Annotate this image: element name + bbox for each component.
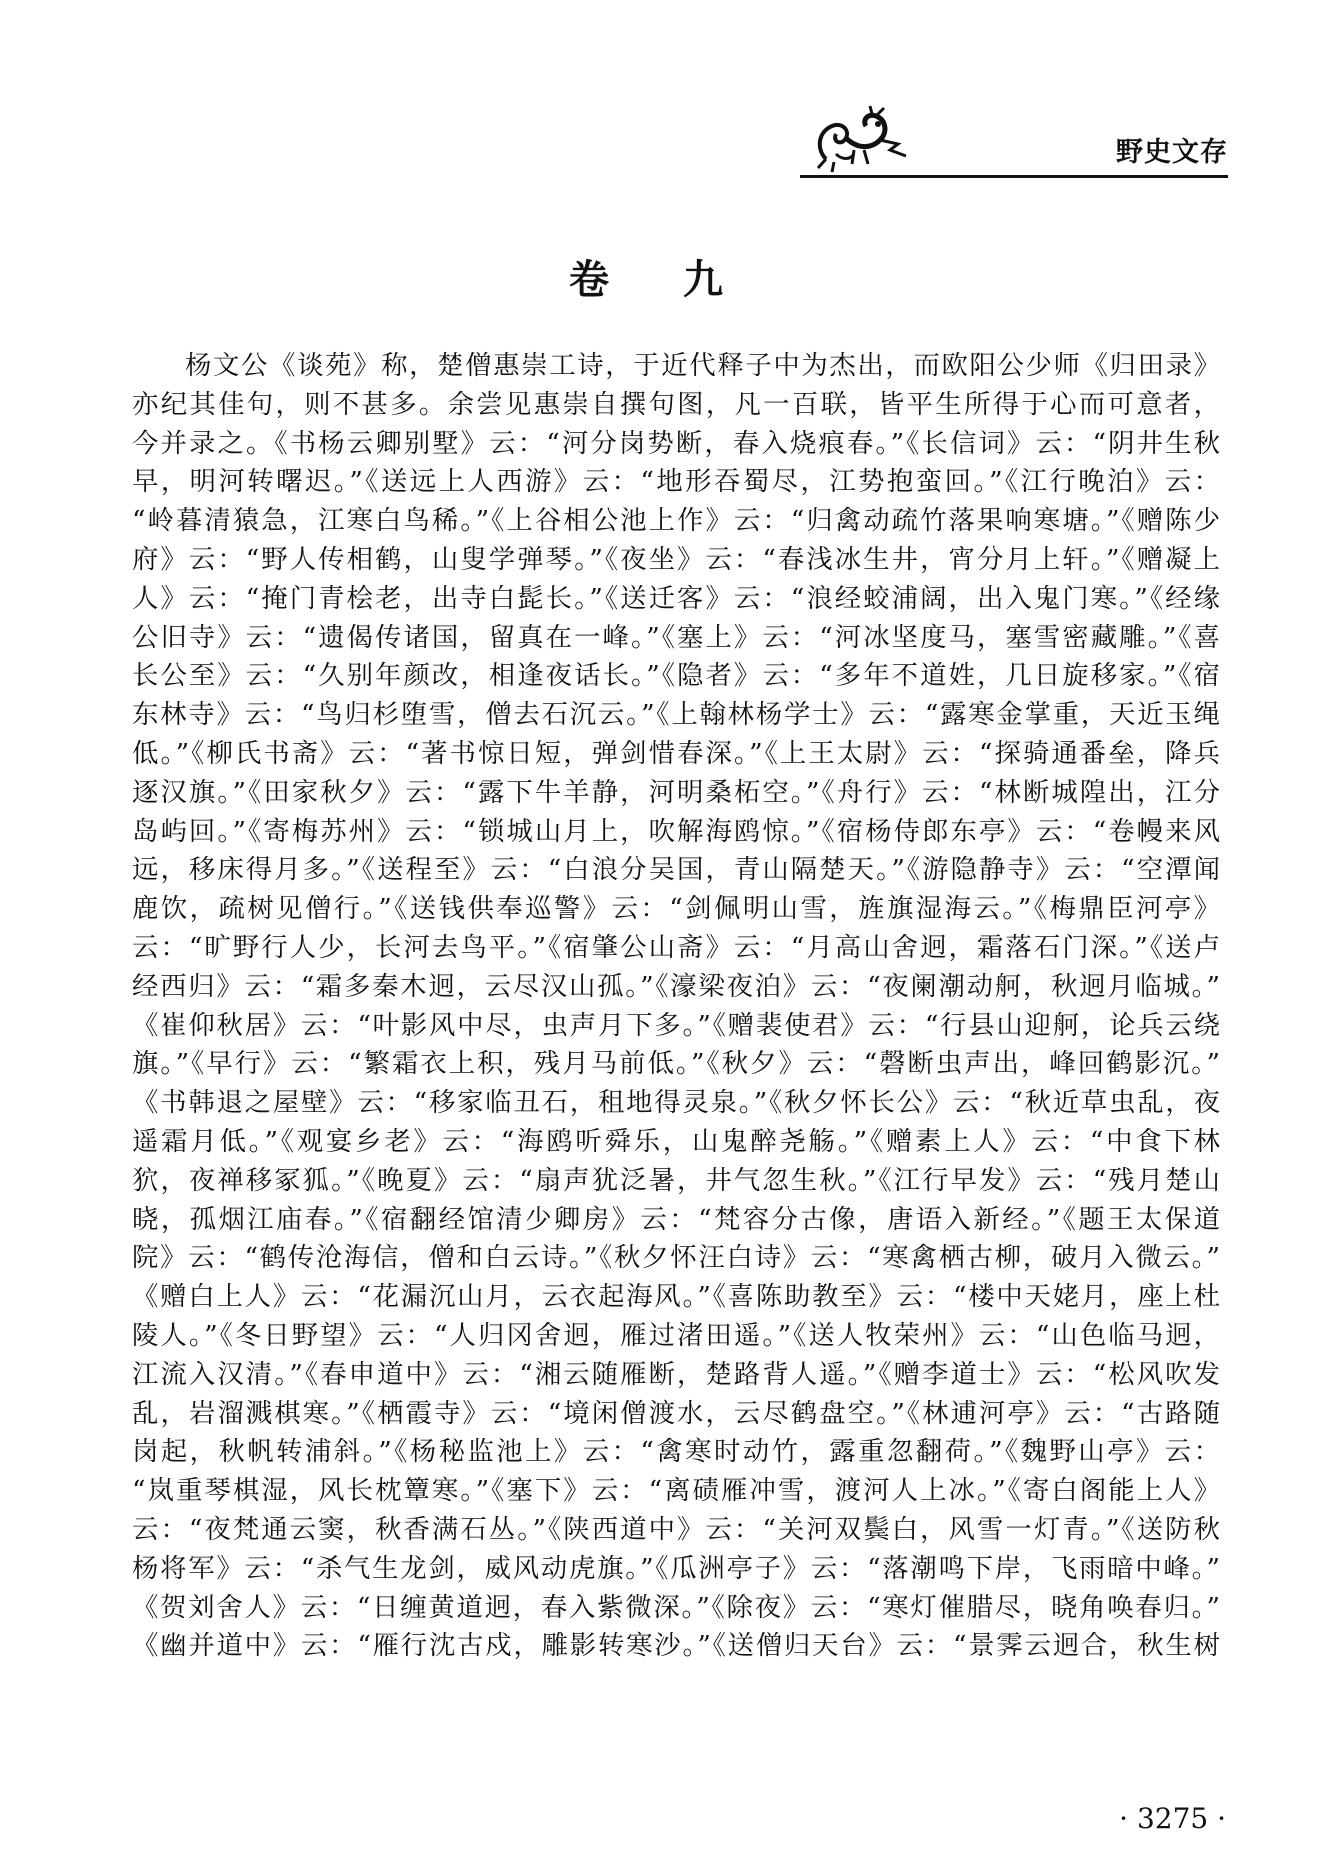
text-line: “岭暮清猿急，江寒白鸟稀。”《上谷相公池上作》云：“归禽动疏竹落果响寒塘。”《赠陈少 xyxy=(132,505,1220,537)
text-line: 早，明河转曙迟。”《送远上人西游》云：“地形吞蜀尽，江势抱蛮回。”《江行晚泊》云： xyxy=(132,466,1220,498)
text-line: 今并录之。《书杨云卿别墅》云：“河分岗势断，春入烧痕春。”《长信词》云：“阴井生秋 xyxy=(132,427,1220,459)
text-line: 遥霜月低。”《观宴乡老》云：“海鸥听舜乐，山鬼醉尧觞。”《赠素上人》云：“中食下林 xyxy=(132,1125,1220,1157)
text-line: 鹿饮，疏树见僧行。”《送钱供奉巡警》云：“剑佩明山雪，旌旗湿海云。”《梅鼎臣河亭》 xyxy=(132,893,1220,925)
page-number: · 3275 · xyxy=(1119,1802,1226,1835)
text-line: 亦纪其佳句，则不甚多。余尝见惠崇自撰句图，凡一百联，皆平生所得于心而可意者， xyxy=(132,388,1220,420)
text-line: 岛屿回。”《寄梅苏州》云：“锁城山月上，吹解海鸥惊。”《宿杨侍郎东亭》云：“卷幔来风 xyxy=(132,815,1220,847)
text-line: 《赠白上人》云：“花漏沉山月，云衣起海风。”《喜陈助教至》云：“楼中天姥月，座上杜 xyxy=(132,1281,1220,1313)
text-line: 逐汉旗。”《田家秋夕》云：“露下牛羊静，河明桑柘空。”《舟行》云：“林断城隍出，江分 xyxy=(132,776,1220,808)
running-header xyxy=(800,100,1228,178)
text-line: 杨文公《谈苑》称，楚僧惠崇工诗，于近代释子中为杰出，而欧阳公少师《归田录》 xyxy=(185,350,1220,381)
text-line: 府》云：“野人传相鹤，山叟学弹琴。”《夜坐》云：“春浅冰生井，宵分月上轩。”《赠凝上 xyxy=(132,543,1220,575)
text-line: 东林寺》云：“鸟归杉堕雪，僧去石沉云。”《上翰林杨学士》云：“露寒金掌重，天近玉绳 xyxy=(132,699,1220,731)
text-line: 低。”《柳氏书斋》云：“著书惊日短，弹剑惜春深。”《上王太尉》云：“探骑通番垒，降兵 xyxy=(132,737,1220,769)
text-line: 杨将军》云：“杀气生龙剑，威风动虎旗。”《瓜洲亭子》云：“落潮鸣下岸，飞雨暗中峰。” xyxy=(132,1552,1220,1584)
text-line: 旗。”《早行》云：“繁霜衣上积，残月马前低。”《秋夕》云：“磬断虫声出，峰回鹤影沉。” xyxy=(132,1048,1220,1080)
text-line: 江流入汉清。”《春申道中》云：“湘云随雁断，楚路背人遥。”《赠李道士》云：“松风吹发 xyxy=(132,1358,1220,1390)
text-line: 云：“夜梵通云窦，秋香满石丛。”《陕西道中》云：“关河双鬓白，风雪一灯青。”《送防秋 xyxy=(132,1513,1220,1545)
text-line: 晓，孤烟江庙春。”《宿翻经馆清少卿房》云：“梵容分古像，唐语入新经。”《题王太保道 xyxy=(132,1203,1220,1235)
header-rule xyxy=(800,175,1228,178)
text-line: 《幽并道中》云：“雁行沈古戍，雕影转寒沙。”《送僧归天台》云：“景霁云迥合，秋生树 xyxy=(132,1630,1220,1662)
text-line: 《贺刘舍人》云：“日缠黄道迥，春入紫微深。”《除夜》云：“寒灯催腊尽，晓角唤春归。” xyxy=(132,1591,1220,1623)
text-line: 经西归》云：“霜多秦木迥，云尽汉山孤。”《濠梁夜泊》云：“夜阑潮动舸，秋迥月临城。” xyxy=(132,970,1220,1002)
text-line: 远，移床得月多。”《送程至》云：“白浪分吴国，青山隔楚天。”《游隐静寺》云：“空潭闻 xyxy=(132,854,1220,886)
text-line: 人》云：“掩门青桧老，出寺白髭长。”《送迁客》云：“浪经蛟浦阔，出入鬼门寒。”《经缘 xyxy=(132,582,1220,614)
text-line: 长公至》云：“久别年颜改，相逢夜话长。”《隐者》云：“多年不道姓，几日旋移家。”《宿 xyxy=(132,660,1220,692)
body-text xyxy=(132,347,1220,1666)
text-line: 《书韩退之屋壁》云：“移家临丑石，租地得灵泉。”《秋夕怀长公》云：“秋近草虫乱，夜 xyxy=(132,1087,1220,1119)
text-line: 岗起，秋帆转浦斜。”《杨秘监池上》云：“禽寒时动竹，露重忽翻荷。”《魏野山亭》云： xyxy=(132,1436,1220,1468)
text-line: 院》云：“鹤传沧海信，僧和白云诗。”《秋夕怀汪白诗》云：“寒禽栖古柳，破月入微云。” xyxy=(132,1242,1220,1274)
chapter-title: 卷 九 xyxy=(569,257,753,303)
series-title: 野史文存 xyxy=(1116,137,1228,168)
text-line: “岚重琴棋湿，风长枕簟寒。”《塞下》云：“离碛雁冲雪，渡河人上冰。”《寄白阁能上人》 xyxy=(132,1475,1220,1507)
text-line: 《崔仰秋居》云：“叶影风中尽，虫声月下多。”《赠裴使君》云：“行县山迎舸，论兵云绕 xyxy=(132,1009,1220,1041)
text-line: 狖，夜禅移冢狐。”《晚夏》云：“扇声犹泛暑，井气忽生秋。”《江行早发》云：“残月楚山 xyxy=(132,1164,1220,1196)
text-line: 陵人。”《冬日野望》云：“人归冈舍迥，雁过渚田遥。”《送人牧荣州》云：“山色临马迥， xyxy=(132,1319,1220,1351)
text-line: 公旧寺》云：“遗偈传诸国，留真在一峰。”《塞上》云：“河冰坚度马，塞雪密藏雕。”《喜 xyxy=(132,621,1220,653)
text-line: 乱，岩溜溅棋寒。”《栖霞寺》云：“境闲僧渡水，云尽鹤盘空。”《林逋河亭》云：“古路随 xyxy=(132,1397,1220,1429)
dragon-icon xyxy=(806,104,916,174)
text-line: 云：“旷野行人少，长河去鸟平。”《宿肇公山斋》云：“月高山舍迥，霜落石门深。”《送卢 xyxy=(132,931,1220,963)
